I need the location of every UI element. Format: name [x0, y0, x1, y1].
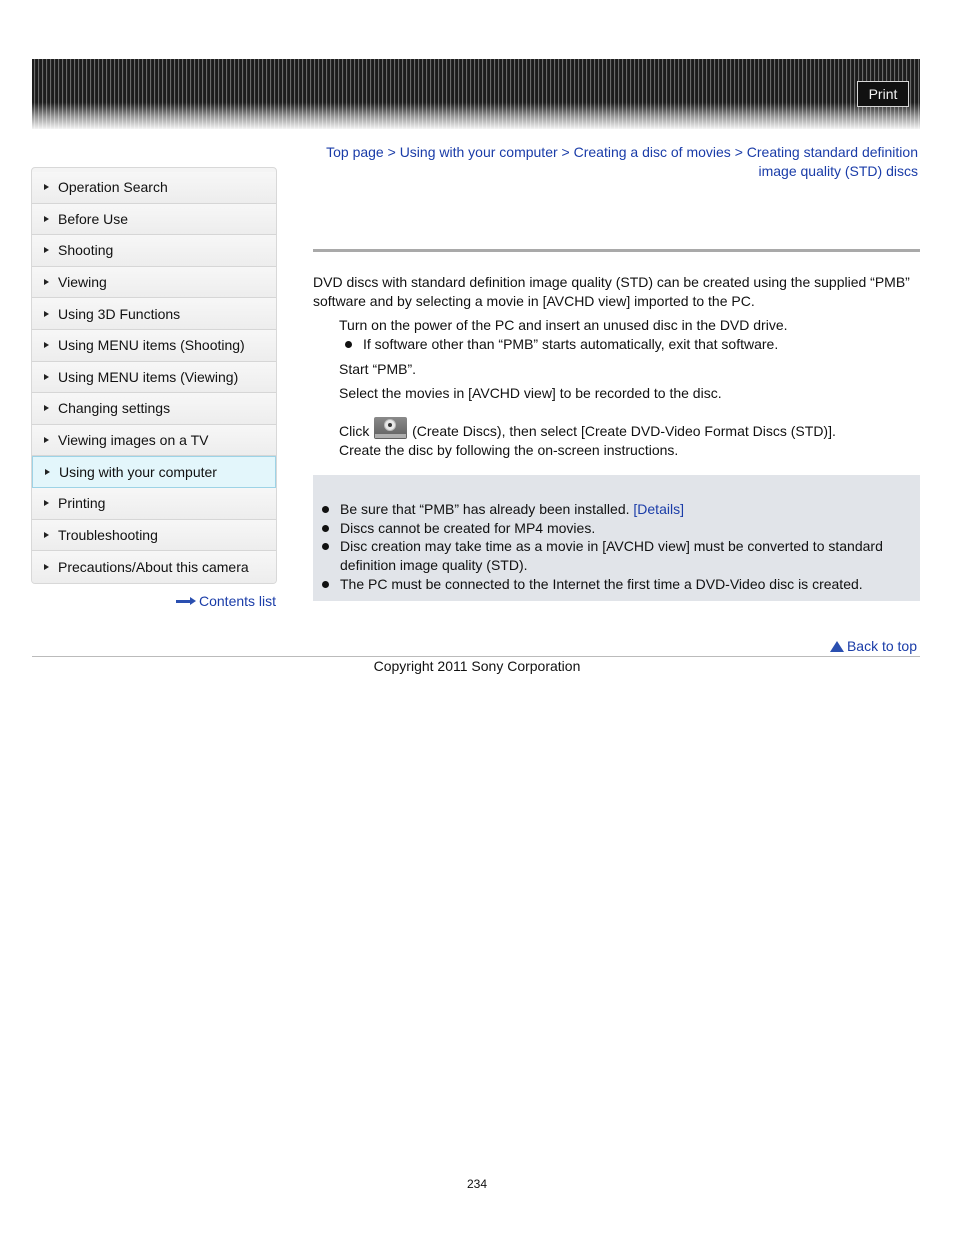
breadcrumb-current-page[interactable]: Creating standard definition image quality (STD) discs	[746, 144, 918, 179]
sidebar-item-label: Before Use	[58, 210, 129, 227]
sidebar-item-label: Using with your computer	[59, 464, 217, 481]
step-4-text-after: (Create Discs), then select [Create DVD-Video Format Discs (STD)].	[412, 423, 836, 439]
back-to-top-link[interactable]	[830, 638, 917, 654]
sidebar-item-label: Operation Search	[58, 179, 168, 196]
sidebar-item-viewing[interactable]	[32, 267, 276, 299]
step-4-text-before: Click	[339, 423, 370, 439]
sidebar-item-using-with-computer[interactable]	[32, 456, 276, 488]
sidebar-item-label: Troubleshooting	[58, 526, 158, 543]
sidebar-nav	[31, 167, 277, 584]
sidebar-item-label: Printing	[58, 495, 106, 512]
sidebar-item-label: Shooting	[58, 242, 114, 259]
step-4	[339, 417, 836, 441]
breadcrumb-creating-disc-of-movies[interactable]: Creating a disc of movies	[573, 144, 731, 160]
sidebar-item-shooting[interactable]	[32, 235, 276, 267]
arrow-up-icon	[830, 641, 844, 652]
bullet-icon	[322, 525, 329, 532]
caret-right-icon	[44, 247, 49, 253]
step-1-note-text: If software other than “PMB” starts automatically, exit that software.	[363, 336, 779, 352]
bullet-icon	[322, 581, 329, 588]
caret-right-icon	[44, 184, 49, 190]
sidebar-item-label: Precautions/About this camera	[58, 558, 249, 575]
bullet-icon	[322, 543, 329, 550]
breadcrumb-separator: >	[734, 144, 743, 160]
note-item	[340, 519, 905, 538]
footer-divider	[32, 656, 920, 657]
notes-box	[313, 475, 920, 601]
note-item	[340, 500, 905, 519]
caret-right-icon	[44, 437, 49, 443]
sidebar-item-printing[interactable]	[32, 488, 276, 520]
sidebar-item-menu-shooting[interactable]	[32, 330, 276, 362]
caret-right-icon	[44, 374, 49, 380]
caret-right-icon	[44, 405, 49, 411]
caret-right-icon	[44, 311, 49, 317]
caret-right-icon	[44, 279, 49, 285]
sidebar-item-label: Changing settings	[58, 400, 171, 417]
caret-right-icon	[44, 216, 49, 222]
sidebar-item-viewing-on-tv[interactable]	[32, 425, 276, 457]
caret-right-icon	[44, 342, 49, 348]
sidebar-item-label: Using MENU items (Shooting)	[58, 337, 245, 354]
note-text: Discs cannot be created for MP4 movies.	[340, 520, 596, 536]
note-item	[340, 537, 905, 575]
caret-right-icon	[44, 500, 49, 506]
step-1: Turn on the power of the PC and insert an unused disc in the DVD drive.	[339, 317, 788, 333]
sidebar-item-operation-search[interactable]	[32, 172, 276, 204]
breadcrumb	[300, 143, 918, 181]
title-divider	[313, 249, 920, 252]
sidebar-item-label: Viewing	[58, 274, 107, 291]
header-banner	[32, 59, 920, 129]
print-button[interactable]: Print	[857, 81, 909, 107]
sidebar-item-menu-viewing[interactable]	[32, 362, 276, 394]
step-1-note	[345, 335, 778, 354]
caret-right-icon	[44, 564, 49, 570]
arrow-right-icon	[176, 597, 196, 605]
sidebar-item-label: Using 3D Functions	[58, 305, 181, 322]
bullet-icon	[322, 506, 329, 513]
back-to-top-label: Back to top	[846, 638, 917, 654]
details-link[interactable]: [Details]	[633, 501, 684, 517]
sidebar-item-troubleshooting[interactable]	[32, 520, 276, 552]
sidebar-item-changing-settings[interactable]	[32, 393, 276, 425]
sidebar-item-label: Viewing images on a TV	[58, 432, 209, 449]
sidebar-item-before-use[interactable]	[32, 204, 276, 236]
contents-list-link[interactable]	[176, 593, 276, 609]
note-text: Be sure that “PMB” has already been installed.	[340, 501, 630, 517]
sidebar-item-3d-functions[interactable]	[32, 298, 276, 330]
note-text: The PC must be connected to the Internet the first time a DVD-Video disc is created.	[340, 576, 863, 592]
page-number: 234	[466, 1177, 488, 1191]
step-5: Create the disc by following the on-screen instructions.	[339, 442, 679, 458]
copyright-text: Copyright 2011 Sony Corporation	[373, 658, 581, 674]
caret-right-icon	[45, 469, 50, 475]
sidebar-item-label: Using MENU items (Viewing)	[58, 368, 239, 385]
create-discs-icon	[374, 417, 407, 439]
sidebar-item-precautions[interactable]	[32, 551, 276, 583]
intro-paragraph: DVD discs with standard definition image quality (STD) can be created using the supplied “PMB” software and by selecting a movie in [AVCHD view] imported to the PC.	[313, 274, 910, 309]
breadcrumb-top-page[interactable]: Top page	[326, 144, 384, 160]
contents-list-label: Contents list	[199, 593, 277, 609]
note-item	[340, 575, 905, 594]
bullet-icon	[345, 341, 352, 348]
breadcrumb-using-with-computer[interactable]: Using with your computer	[399, 144, 558, 160]
step-2: Start “PMB”.	[339, 361, 417, 377]
breadcrumb-separator: >	[561, 144, 570, 160]
step-3: Select the movies in [AVCHD view] to be recorded to the disc.	[339, 385, 722, 401]
caret-right-icon	[44, 532, 49, 538]
note-text: Disc creation may take time as a movie in [AVCHD view] must be converted to standard definition image quality (STD).	[340, 538, 883, 573]
breadcrumb-separator: >	[387, 144, 396, 160]
